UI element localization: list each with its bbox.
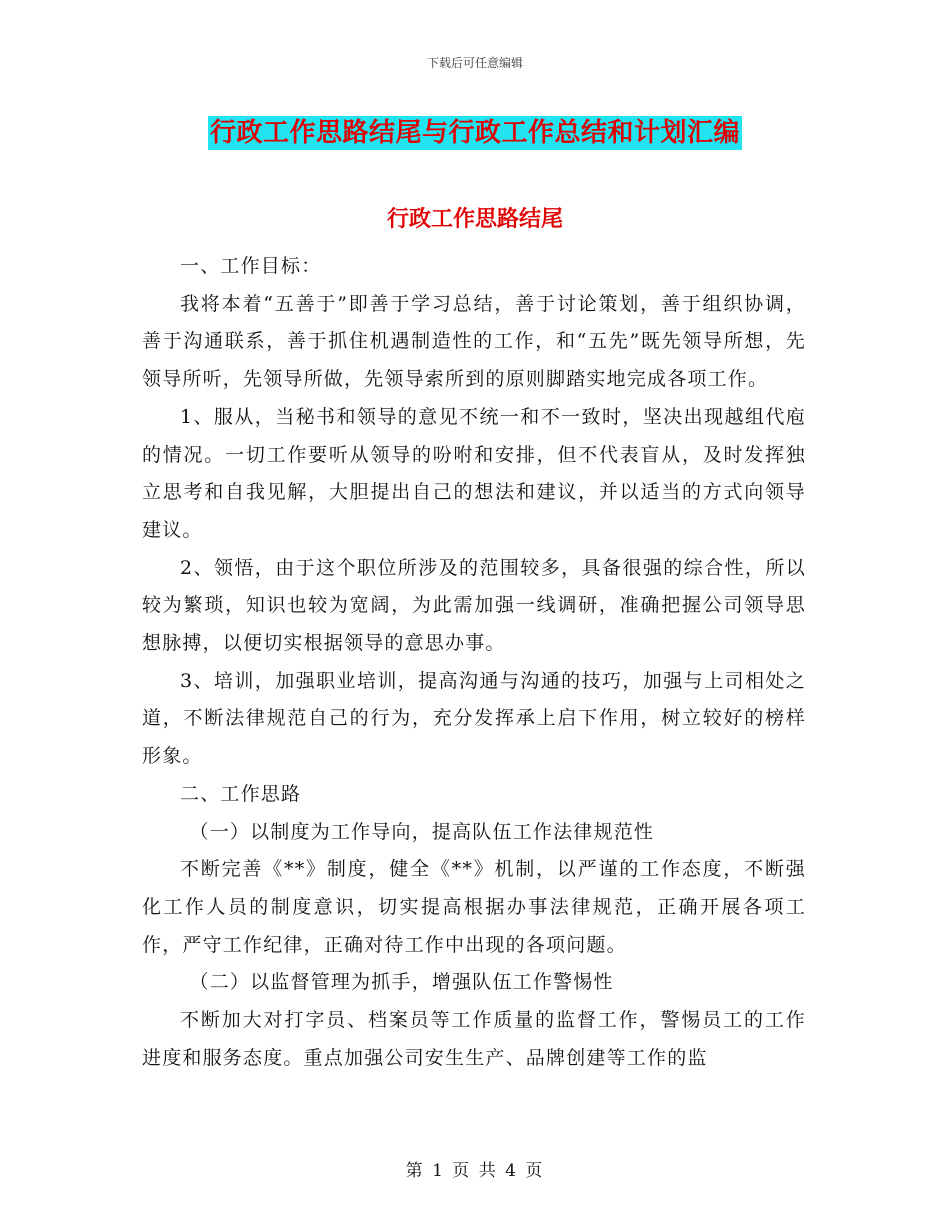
subheading: （二）以监督管理为抓手，增强队伍工作警惕性 bbox=[189, 971, 614, 994]
page-header-note: 下载后可任意编辑 bbox=[426, 56, 523, 70]
main-title-text: 行政工作思路结尾与行政工作总结和计划汇编 bbox=[209, 118, 740, 148]
paragraph: 2、领悟，由于这个职位所涉及的范围较多，具备很强的综合性，所以较为繁琐，知识也较为宽阔，为此需加强一线调研，准确把握公司领导思想脉搏，以便切实根据领导的意思办事。 bbox=[142, 556, 806, 655]
heading-work-goals: 一、工作目标： bbox=[180, 255, 322, 277]
document-main-title bbox=[0, 112, 950, 149]
page-footer-number: 第 1 页 共 4 页 bbox=[405, 1161, 545, 1181]
heading-work-ideas: 二、工作思路 bbox=[180, 782, 302, 805]
paragraph: 我将本着“五善于”即善于学习总结，善于讨论策划，善于组织协调，善于沟通联系，善于抓住机遇制造性的工作，和“五先”既先领导所想，先领导所听，先领导所做，先领导索所到的原则脚踏实地完成各项工作。 bbox=[142, 292, 806, 391]
paragraph: 不断完善《**》制度，健全《**》机制，以严谨的工作态度，不断强化工作人员的制度意识，切实提高根据办事法律规范，正确开展各项工作，严守工作纪律，正确对待工作中出现的各项问题。 bbox=[142, 858, 806, 956]
paragraph: 不断加大对打字员、档案员等工作质量的监督工作，警惕员工的工作进度和服务态度。重点加强公司安生生产、品牌创建等工作的监 bbox=[142, 1009, 806, 1069]
paragraph: 3、培训，加强职业培训，提高沟通与沟通的技巧，加强与上司相处之道，不断法律规范自己的行为，充分发挥承上启下作用，树立较好的榜样形象。 bbox=[142, 669, 806, 768]
document-body bbox=[142, 248, 806, 1077]
paragraph: 1、服从，当秘书和领导的意见不统一和不一致时，坚决出现越组代庖的情况。一切工作要听从领导的吩咐和安排，但不代表盲从，及时发挥独立思考和自我见解，大胆提出自己的想法和建议，并以适当的方式向领导建议。 bbox=[142, 405, 806, 541]
subheading: （一）以制度为工作导向，提高队伍工作法律规范性 bbox=[189, 820, 655, 843]
section-title: 行政工作思路结尾 bbox=[386, 206, 563, 232]
